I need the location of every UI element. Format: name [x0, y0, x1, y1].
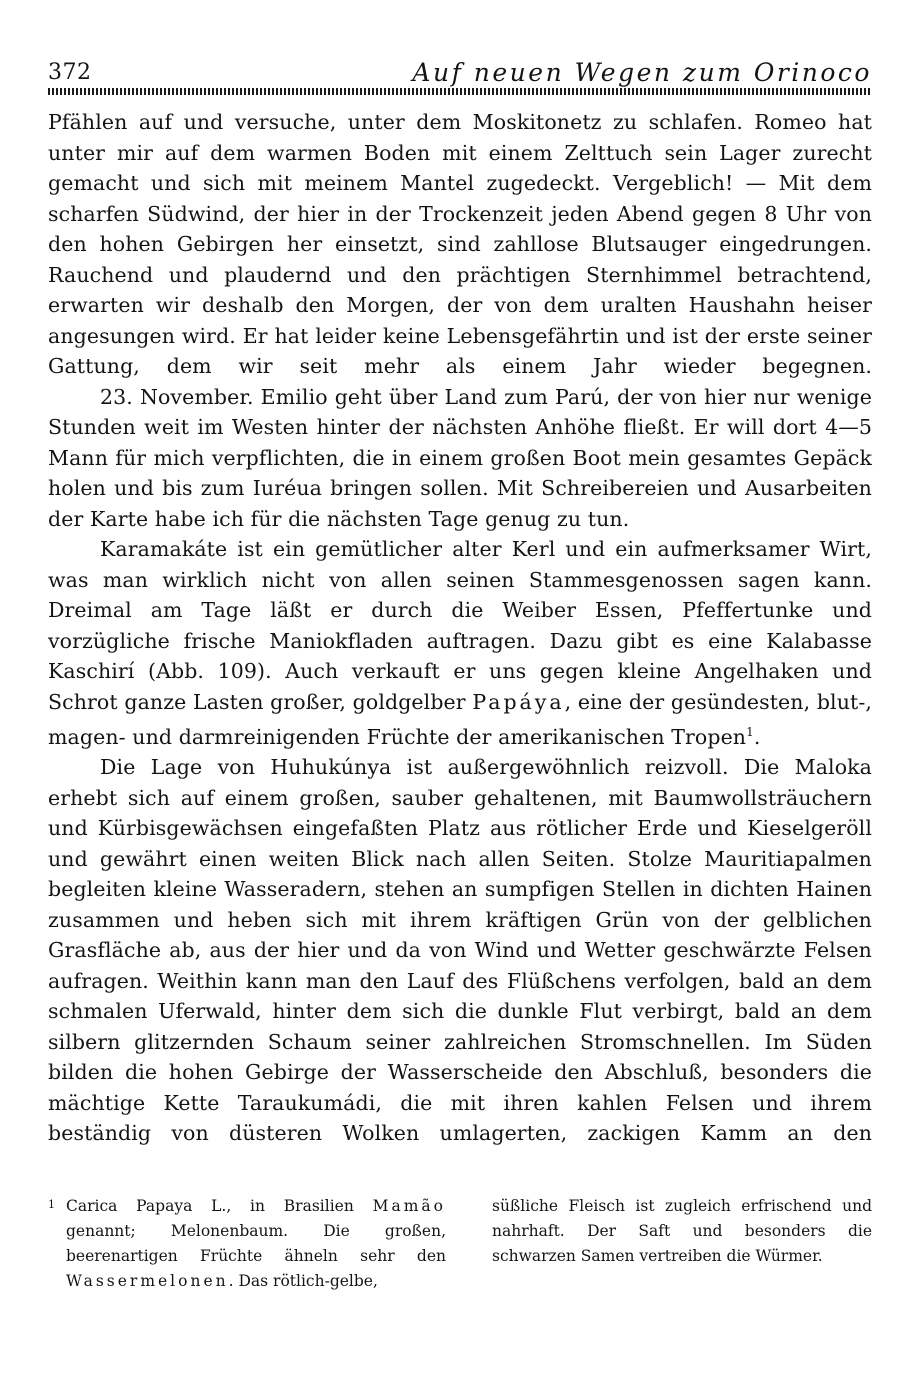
page-number: 372 — [48, 60, 92, 85]
papaya-spaced: Papáya — [472, 689, 565, 714]
footnote-text-1: Carica Papaya L., in Brasilien — [66, 1197, 354, 1215]
running-title: Auf neuen Wegen zum Orinoco — [412, 58, 872, 87]
paragraph-3 — [48, 534, 872, 752]
footnotes — [48, 1194, 872, 1304]
footnote-ref: 1 — [746, 725, 754, 739]
footnote-mamao: Mamão — [372, 1197, 446, 1215]
footnote-marker: 1 — [48, 1198, 55, 1211]
paragraph-3-text-2: , eine der gesündesten, blut-, magen- und darmreinigenden Früchte der amerikanischen Tropen — [48, 689, 872, 749]
footnote-right-column: süßliche Fleisch ist zugleich erfrischend und nahrhaft. Der Saft und besonders die schwarzen Samen vertreiben die Würmer. — [492, 1197, 872, 1265]
paragraph-4: Die Lage von Huhukúnya ist außergewöhnlich reizvoll. Die Maloka erhebt sich auf einem großen, sauber gehaltenen, mit Baumwollsträuchern und Kürbisgewächsen eingefaßten Platz aus rötlicher Erde und Kieselgeröll und gewährt einen weiten Blick nach allen Seiten. Stolze Mauritiapalmen begleiten kleine Wasseradern, stehen an sumpfigen Stellen in dichten Hainen zusammen und heben sich mit ihrem kräftigen Grün von der gelblichen Grasfläche ab, aus der hier und da von Wind und Wetter geschwärzte Felsen aufragen. Weithin kann man den Lauf des Flüßchens verfolgen, bald an dem schmalen Uferwald, hinter dem sich die dunkle Flut verbirgt, bald an dem silbern glitzernden Schaum seiner zahlreichen Stromschnellen. Im Süden bilden die hohen Gebirge der Wasserscheide den Abschluß, besonders die mächtige Kette Taraukumádi, die mit ihren kahlen Felsen und ihrem beständig von düsteren Wolken umlagerten, zackigen Kamm an den — [48, 755, 872, 1146]
paragraph-3-text: Karamakáte ist ein gemütlicher alter Kerl und ein aufmerksamer Wirt, was man wirklich nicht von allen seinen Stammesgenossen sagen kann. Dreimal am Tage läßt er durch die Weiber Essen, Pfeffertunke und vorzügliche frische Maniokfladen auftragen. Dazu gibt es eine Kalabasse Kaschirí (Abb. 109). Auch verkauft er uns gegen kleine Angelhaken und Schrot ganze Lasten großer, goldgelber — [48, 537, 872, 714]
header-rule — [48, 88, 872, 95]
paragraph-3-end: . — [753, 724, 761, 749]
footnote-left-column — [48, 1194, 446, 1294]
footnote-text-2: genannt; Melonenbaum. Die großen, beerenartigen Früchte ähneln sehr den — [66, 1222, 446, 1265]
footnote-wassermelonen: Wassermelonen — [66, 1272, 229, 1290]
body-text — [48, 107, 872, 1149]
page-header — [48, 58, 872, 102]
paragraph-2: 23. November. Emilio geht über Land zum Parú, der von hier nur wenige Stunden weit im Westen hinter der nächsten Anhöhe fließt. Er will dort 4—5 Mann für mich verpflichten, die in einem großen Boot mein gesamtes Gepäck holen und bis zum Iuréua bringen sollen. Mit Schreibereien und Ausarbeiten der Karte habe ich für die nächsten Tage genug zu tun. — [48, 384, 872, 531]
paragraph-1: Pfählen auf und versuche, unter dem Moskitonetz zu schlafen. Romeo hat unter mir auf dem warmen Boden mit einem Zelttuch sein Lager zurecht gemacht und sich mit meinem Mantel zugedeckt. Vergeblich! — Mit dem scharfen Südwind, der hier in der Trockenzeit jeden Abend gegen 8 Uhr von den hohen Gebirgen her einsetzt, sind zahllose Blutsauger eingedrungen. Rauchend und plaudernd und den prächtigen Sternhimmel betrachtend, erwarten wir deshalb den Morgen, der von dem uralten Haushahn heiser angesungen wird. Er hat leider keine Lebensgefährtin und ist der erste seiner Gattung, dem wir seit mehr als einem Jahr wieder begegnen. — [48, 110, 872, 378]
footnote-text-3: . Das rötlich-gelbe, — [228, 1272, 378, 1290]
